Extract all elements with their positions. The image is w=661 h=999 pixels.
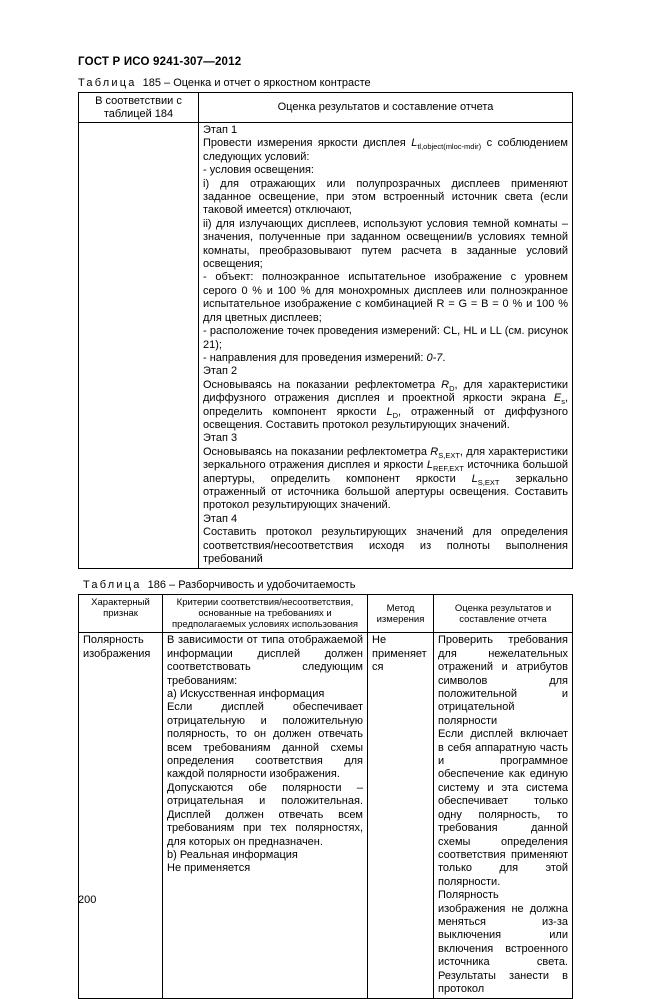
paragraph: Этап 2 <box>203 365 238 378</box>
paragraph: Если дисплей включает в себя аппаратную часть и программное обеспечение как единую систему и эта система обеспечивает только одну полярность, то требования данной схемы определения соответствия применяют только для этой полярности. <box>438 728 568 888</box>
caption-title: – Оценка и отчет о яркостном контрасте <box>164 77 371 89</box>
column-header-method: Метод измерения <box>368 595 434 633</box>
paragraph: Этап 4 <box>203 512 238 525</box>
column-header-assessment: Оценка результатов и составление отчета <box>199 93 573 123</box>
assessment-cell <box>199 123 573 569</box>
table-185-caption <box>78 77 574 89</box>
header-row <box>79 595 573 633</box>
table-row <box>79 123 573 569</box>
caption-word: Таблица <box>83 579 142 592</box>
paragraph: Основываясь на показании рефлектометра $R_{S,EXT}$, для характеристики зеркального отражения дисплея и яркости $L_{REF,EXT}$ источника большой апертуры, определить компонент яркости $L_{S,EXT}$ зеркально отраженный от источника большой апертуры освещения. Составить протокол результирующих значений. <box>203 445 569 512</box>
column-header-reference: В соответствии с таблицей 184 <box>79 93 199 123</box>
caption-word: Таблица <box>78 77 137 89</box>
paragraph: Составить протокол результирующих значений для определения соответствия/несоответствия исходя из полноты выполнения требований <box>203 526 568 565</box>
method-cell: Не применяется <box>368 633 434 999</box>
paragraph: Провести измерения яркости дисплея $L_{tl,object(mloc-mdir)}$ с соблюдением следующих условий: <box>203 137 568 163</box>
paragraph: i) для отражающих или полупрозрачных дисплеев применяют заданное освещение, при этом встроенный источник света (если таковой имеется) отключают, <box>203 177 568 217</box>
paragraph: ii) для излучающих дисплеев, используют условия темной комнаты – значения, полученные при заданном освещении/в условиях темной комнаты, преобразовывают путем расчета в заданные условий освещения; <box>203 217 568 271</box>
paragraph: Допускаются обе полярности – отрицательная и положительная. Дисплей должен отвечать всем требованиям при тех полярностях, для которых он предназначен. <box>167 781 363 848</box>
paragraph: Этап 1 <box>203 124 238 136</box>
paragraph: Проверить требования для нежелательных отражений и атрибутов символов для положительной и отрицательной полярности <box>438 634 568 727</box>
column-header-feature: Характерный признак <box>79 595 163 633</box>
table-row <box>79 633 573 999</box>
page-number: 200 <box>78 894 97 906</box>
paragraph: - условия освещения: <box>203 164 314 177</box>
paragraph: Этап 3 <box>203 432 238 445</box>
paragraph: Основываясь на показании рефлектометра $R_D$, для характеристики диффузного отражения дисплея и проектной яркости экрана $E_s$, определить компонент яркости $L_D$, отраженный от диффузного освещения. Составить протокол результирующих значений. <box>203 378 569 431</box>
assessment-cell <box>434 633 573 999</box>
paragraph: a) Искусственная информация <box>167 688 325 701</box>
table-186-head <box>79 595 573 633</box>
paragraph: - объект: полноэкранное испытательное изображение с уровнем серого 0 % и 100 % для монохромных дисплеев или полноэкранное испытательное изображение с комбинацией R = G = B = 0 % и 100 % для цветных дисплеев; <box>203 271 568 324</box>
header-row <box>79 93 573 123</box>
caption-number: 186 <box>147 579 166 592</box>
feature-cell: Полярность изображения <box>79 633 163 999</box>
table-186-caption <box>78 579 574 591</box>
paragraph: Не применяется <box>167 862 251 875</box>
table-186-body <box>79 633 573 999</box>
table-185 <box>78 92 573 569</box>
reference-cell-empty <box>79 123 199 569</box>
table-185-head <box>79 93 573 123</box>
table-186 <box>78 594 573 999</box>
table-185-body <box>79 123 573 569</box>
criteria-cell <box>163 633 368 999</box>
caption-number: 185 <box>142 77 161 89</box>
paragraph: Если дисплей обеспечивает отрицательную и положительную полярность, то он должен отвечать всем требованиям данной схемы определения соответствия для каждой полярности изображения. <box>167 701 363 781</box>
paragraph: b) Реальная информация <box>167 848 298 861</box>
column-header-criteria: Критерии соответствия/несоответствия, основанные на требованиях и предполагаемых условиях использования <box>163 595 368 633</box>
paragraph: Полярность изображения не должна меняться из-за выключения или включения встроенного источника света. Результаты занести в протокол <box>438 889 568 995</box>
caption-title: – Разборчивость и удобочитаемость <box>169 579 356 592</box>
paragraph: В зависимости от типа отображаемой информации дисплей должен соответствовать следующим требованиям: <box>167 634 363 687</box>
paragraph: - направления для проведения измерений: 0-7. <box>203 351 446 364</box>
column-header-assessment: Оценка результатов и составление отчета <box>434 595 573 633</box>
document-header: ГОСТ Р ИСО 9241-307—2012 <box>78 56 242 68</box>
paragraph: - расположение точек проведения измерений: CL, HL и LL (см. рисунок 21); <box>203 325 568 351</box>
